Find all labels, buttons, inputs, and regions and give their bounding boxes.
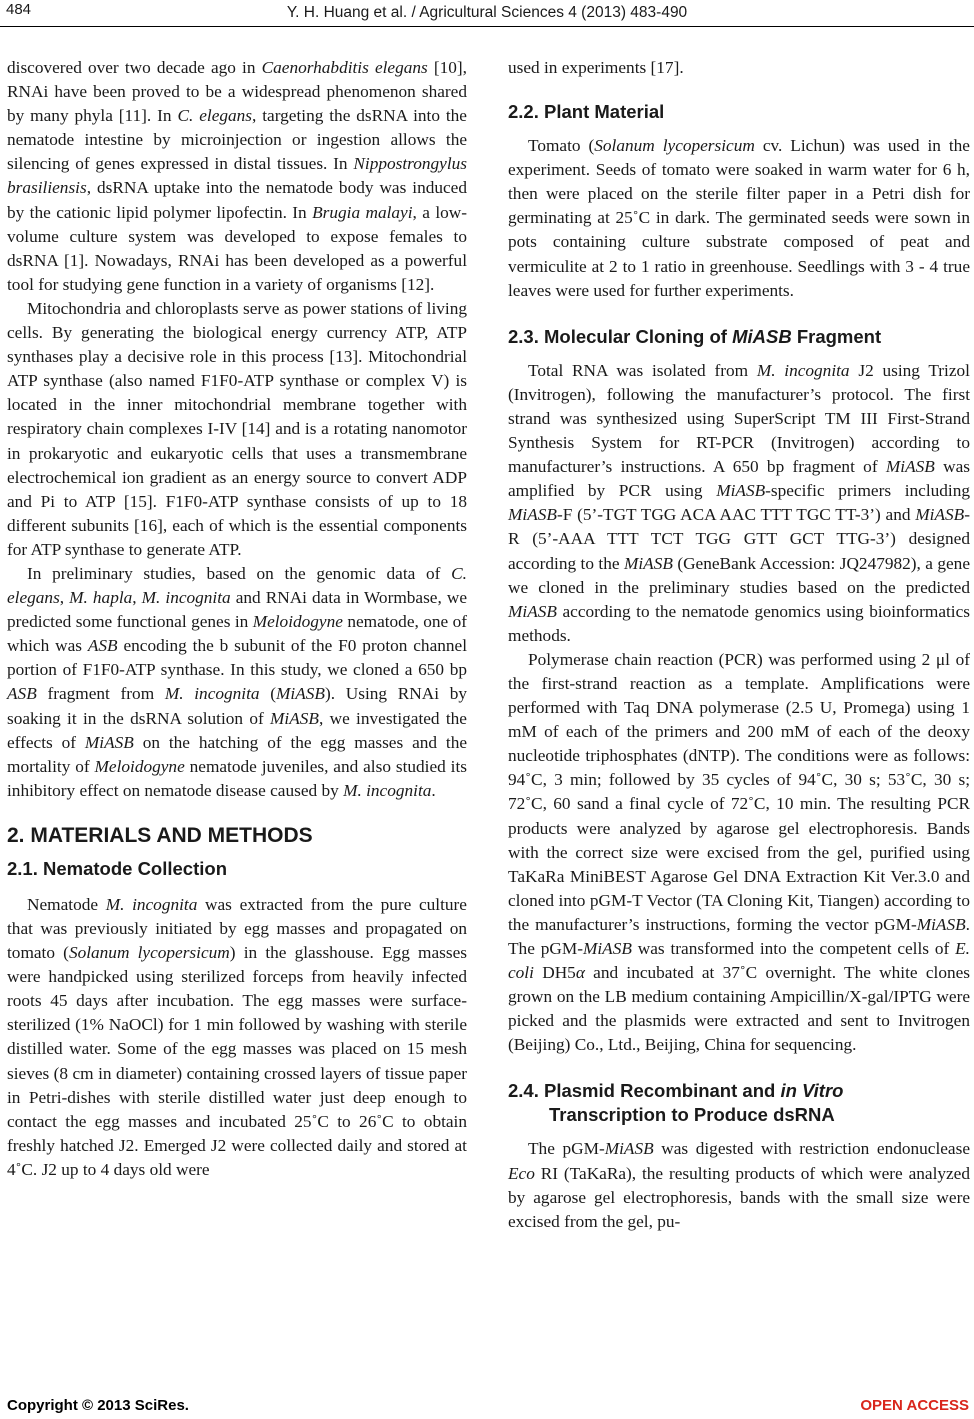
subsection-heading-line: Transcription to Produce dsRNA bbox=[549, 1104, 835, 1126]
subsection-heading: 2.1. Nematode Collection bbox=[7, 857, 227, 879]
paragraph: discovered over two decade ago in Caenorhabditis elegans [10], RNAi have been proved to be a widespread phenomenon shared by many phyla [11]. In C. elegans, targeting the dsRNA into the nematode intestine by microinjection or ingestion allows the silencing of genes expressed in distal tissues. In Nippostrongylus brasiliensis, dsRNA uptake into the nematode body was induced by the cationic lipid polymer lipofectin. In Brugia malayi, a low-volume culture system was developed to expose females to dsRNA [1]. Nowadays, RNAi has been developed as a powerful tool for studying gene function in a variety of organisms [12]. bbox=[7, 58, 467, 294]
paragraph: Mitochondria and chloroplasts serve as power stations of living cells. By generating the biological energy currency ATP, ATP synthases play a decisive role in this process [13]. Mitochondrial ATP synthase (also named F1F0-ATP synthase or complex V) is located in the inner mitochondrial membrane together with respiratory chain complexes I-IV [14] and is a rotating nanomotor in prokaryotic and eukaryotic cells that uses a transmembrane electrochemical ion gradient as an energy source to convert ADP and Pi to ATP [15]. F1F0-ATP synthase consists of up to 18 different subunits [16], each of which is the essential components for ATP synthase to generate ATP. bbox=[7, 298, 467, 559]
paragraph: In preliminary studies, based on the genomic data of C. elegans, M. hapla, M. incognita and RNAi data in Wormbase, we predicted some functional genes in Meloidogyne nematode, one of which was ASB encoding the b subunit of the F0 proton channel portion of F1F0-ATP synthase. In this study, we cloned a 650 bp ASB fragment from M. incognita (MiASB). Using RNAi by soaking it in the dsRNA solution of MiASB, we investigated the effects of MiASB on the hatching of the egg masses and the mortality of Meloidogyne nematode juveniles, and also studied its inhibitory effect on nematode disease caused by M. incognita. bbox=[7, 563, 468, 800]
paragraph: Polymerase chain reaction (PCR) was performed using 2 μl of the first-strand reaction as a template. Amplifications were performed with Taq DNA polymerase (2.5 U, Promega) using 1 mM of each of the primers and 200 mM of each of the deoxy nucleotide triphosphates (dNTP). The conditions were as follows: 94˚C, 3 min; followed by 35 cycles of 94˚C, 30 s; 53˚C, 30 s; 72˚C, 60 sand a final cycle of 72˚C, 10 min. The resulting PCR products were analyzed by agarose gel electrophoresis. Bands with the correct size were excised from the gel, purified using TaKaRa MiniBEST Agarose Gel DNA Extraction Kit Ver.3.0 and cloned into pGM-T Vector (TA Cloning Kit, Tiangen) according to the manufacturer’s instructions, forming the vector pGM-MiASB. The pGM-MiASB was transformed into the competent cells of E. coli DH5α and incubated at 37˚C overnight. The white clones grown on the LB medium containing Ampicillin/X-gal/IPTG were picked and the plasmids were extracted and sent to Invitrogen (Beijing) Co., Ltd., Beijing, China for sequencing. bbox=[508, 649, 970, 1055]
section-heading: 2. MATERIALS AND METHODS bbox=[7, 823, 313, 847]
open-access-label: OPEN ACCESS bbox=[860, 1397, 969, 1414]
paragraph: Total RNA was isolated from M. incognita J2 using Trizol (Invitrogen), following the manufacturer’s protocol. The first strand was synthesized using SuperScript TM III First-Strand Synthesis System for RT-PCR (Invitrogen) according to manufacturer’s instructions. A 650 bp fragment of MiASB was amplified by PCR using MiASB-specific primers including MiASB-F (5’-TGT TGG ACA AAC TTT TGC TT-3’) and MiASB-R (5’-AAA TTT TCT TGG GTT GCT TTG-3’) designed according to the MiASB (GeneBank Accession: JQ247982), a gene we cloned in the preliminary studies based on the predicted MiASB according to the nematode genomics using bioinformatics methods. bbox=[508, 360, 971, 645]
page-header bbox=[0, 0, 974, 28]
left-column bbox=[7, 56, 467, 1182]
copyright-notice: Copyright © 2013 SciRes. bbox=[7, 1397, 189, 1414]
subsection-heading-line: 2.4. Plasmid Recombinant and in Vitro bbox=[508, 1080, 844, 1102]
paragraph: The pGM-MiASB was digested with restriction endonuclease Eco RI (TaKaRa), the resulting products of which were analyzed by agarose gel electrophoresis, bands with the small size were excised from the gel, pu- bbox=[508, 1139, 970, 1231]
subsection-heading: 2.3. Molecular Cloning of MiASB Fragment bbox=[508, 325, 882, 347]
page-number: 484 bbox=[6, 1, 32, 18]
paragraph: Tomato (Solanum lycopersicum cv. Lichun) was used in the experiment. Seeds of tomato were soaked in warm water for 6 h, then were placed on the sterile filter paper in a Petri dish for germinating at 25˚C in dark. The germinated seeds were sown in pots containing culture substrate composed of peat and vermiculite at 2 to 1 ratio in greenhouse. Seedlings with 3 - 4 true leaves were used for further experiments. bbox=[508, 136, 970, 300]
paragraph: used in experiments [17]. bbox=[508, 58, 684, 77]
paragraph: Nematode M. incognita was extracted from the pure culture that was previously initiated by egg masses and propagated on tomato (Solanum lycopersicum) in the glasshouse. Egg masses were handpicked using sterilized forceps from heavily infected roots 45 days after incubation. The egg masses were surface-sterilized (1% NaOCl) for 1 min followed by washing with sterile distilled water. Some of the egg masses was placed on 15 mesh sieves (8 cm in diameter) containing crossed layers of tissue paper in Petri-dishes with sterile distilled water just deep enough to contact the egg masses and incubated 25˚C to 26˚C to obtain freshly hatched J2. Emerged J2 were collected daily and stored at 4˚C. J2 up to 4 days old were bbox=[7, 894, 467, 1179]
header-rule bbox=[0, 26, 974, 27]
subsection-heading: 2.2. Plant Material bbox=[508, 101, 665, 123]
subsection-heading bbox=[508, 1079, 970, 1127]
right-column bbox=[508, 56, 970, 1234]
running-head: Y. H. Huang et al. / Agricultural Sciences 4 (2013) 483-490 bbox=[286, 4, 688, 21]
